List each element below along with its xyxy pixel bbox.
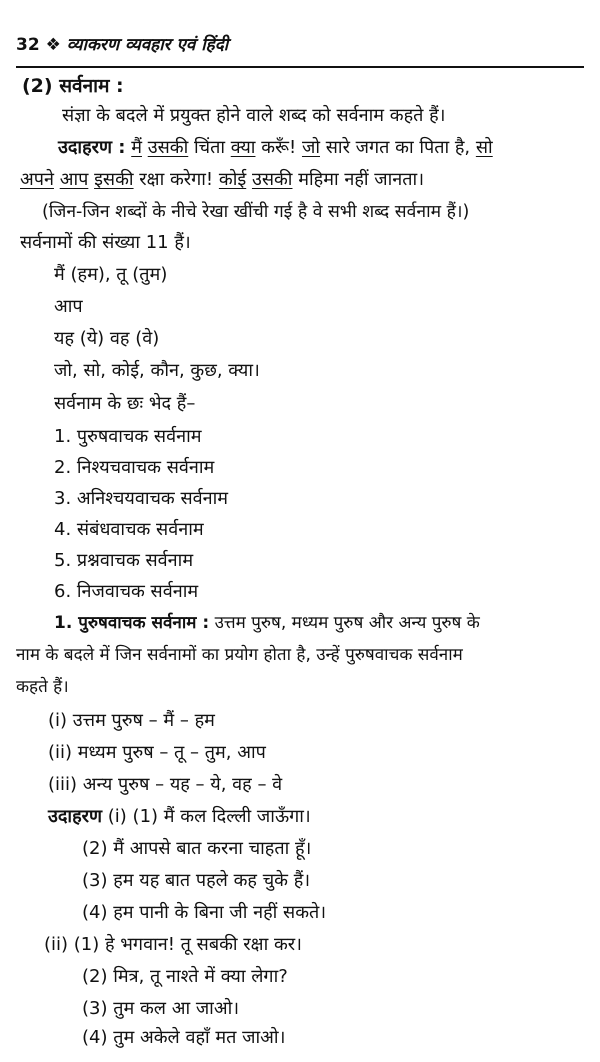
- example-intro-line-1: [58, 136, 493, 159]
- example-sentence: (3) तुम कल आ जाओ।: [82, 998, 240, 1019]
- underlined-word: जो: [301, 137, 320, 158]
- example-sentence: (2) मित्र, तू नाश्ते में क्या लेगा?: [82, 966, 288, 987]
- example-group-2-first: [44, 933, 302, 956]
- example-intro-line-2: [20, 168, 424, 191]
- text-fragment: करूँ!: [261, 137, 297, 158]
- underlined-word: अपने: [20, 169, 54, 190]
- person-item: (iii) अन्य पुरुष – यह – ये, वह – वे: [48, 774, 283, 795]
- type-item: 5. प्रश्नवाचक सर्वनाम: [54, 550, 194, 571]
- underlined-word: उसकी: [147, 137, 189, 158]
- person-item: (i) उत्तम पुरुष – मैं – हम: [48, 710, 215, 731]
- type-item: 1. पुरुषवाचक सर्वनाम: [54, 426, 202, 447]
- person-item: (ii) मध्यम पुरुष – तू – तुम, आप: [48, 742, 266, 763]
- underlined-word: मैं: [131, 137, 142, 158]
- underlined-word: आप: [59, 169, 89, 190]
- examples-label: उदाहरण: [48, 806, 103, 827]
- underlined-word: इसकी: [94, 169, 134, 190]
- example-sentence: (1) हे भगवान! तू सबकी रक्षा कर।: [73, 934, 302, 955]
- group-marker: (ii): [44, 934, 69, 955]
- purush-line-2: नाम के बदले में जिन सर्वनामों का प्रयोग होता है, उन्हें पुरुषवाचक सर्वनाम: [16, 645, 463, 665]
- page-header: [16, 34, 228, 56]
- type-item: 6. निजवाचक सर्वनाम: [54, 581, 199, 602]
- example-sentence: (4) तुम अकेले वहाँ मत जाओ।: [82, 1027, 286, 1048]
- text-fragment: उत्तम पुरुष, मध्यम पुरुष और अन्य पुरुष के: [214, 613, 480, 633]
- example-sentence: (3) हम यह बात पहले कह चुके हैं।: [82, 870, 311, 891]
- text-fragment: सारे जगत का पिता है,: [325, 137, 471, 158]
- section-title: (2) सर्वनाम :: [22, 75, 124, 97]
- type-item: 2. निश्यचवाचक सर्वनाम: [54, 457, 215, 478]
- purush-line-1: [54, 612, 480, 634]
- count-line: सर्वनामों की संख्या 11 हैं।: [20, 232, 191, 253]
- text-fragment: रक्षा करेगा!: [139, 169, 214, 190]
- diamond-icon: ❖: [45, 35, 61, 55]
- header-rule: [16, 66, 584, 68]
- pronoun-line: जो, सो, कोई, कौन, कुछ, क्या।: [54, 360, 260, 381]
- example-sentence: (1) मैं कल दिल्ली जाऊँगा।: [132, 806, 311, 827]
- example-sentence: (4) हम पानी के बिना जी नहीं सकते।: [82, 902, 327, 923]
- underlined-word: उसकी: [251, 169, 293, 190]
- type-item: 3. अनिश्चयवाचक सर्वनाम: [54, 488, 229, 509]
- pronoun-line: आप: [54, 296, 83, 317]
- type-item: 4. संबंधवाचक सर्वनाम: [54, 519, 204, 540]
- purush-heading: 1. पुरुषवाचक सर्वनाम :: [54, 613, 210, 633]
- definition-line: संज्ञा के बदले में प्रयुक्त होने वाले शब्द को सर्वनाम कहते हैं।: [62, 105, 446, 126]
- pronoun-line: यह (ये) वह (वे): [54, 328, 160, 349]
- underlined-word: कोई: [218, 169, 247, 190]
- note-line: (जिन-जिन शब्दों के नीचे रेखा खींची गई है वे सभी शब्द सर्वनाम हैं।): [42, 202, 470, 222]
- example-sentence: (2) मैं आपसे बात करना चाहता हूँ।: [82, 838, 312, 859]
- types-intro: सर्वनाम के छः भेद हैं–: [54, 393, 196, 414]
- example-label: उदाहरण :: [58, 137, 126, 158]
- text-fragment: महिमा नहीं जानता।: [298, 169, 425, 190]
- book-title: व्याकरण व्यवहार एवं हिंदी: [66, 35, 229, 55]
- pronoun-line: मैं (हम), तू (तुम): [54, 264, 168, 285]
- purush-line-3: कहते हैं।: [16, 677, 69, 697]
- group-marker: (i): [107, 806, 127, 827]
- underlined-word: क्या: [230, 137, 256, 158]
- page-number: 32: [16, 35, 40, 55]
- text-fragment: चिंता: [193, 137, 225, 158]
- example-group-1-first: [48, 805, 311, 828]
- underlined-word: सो: [475, 137, 493, 158]
